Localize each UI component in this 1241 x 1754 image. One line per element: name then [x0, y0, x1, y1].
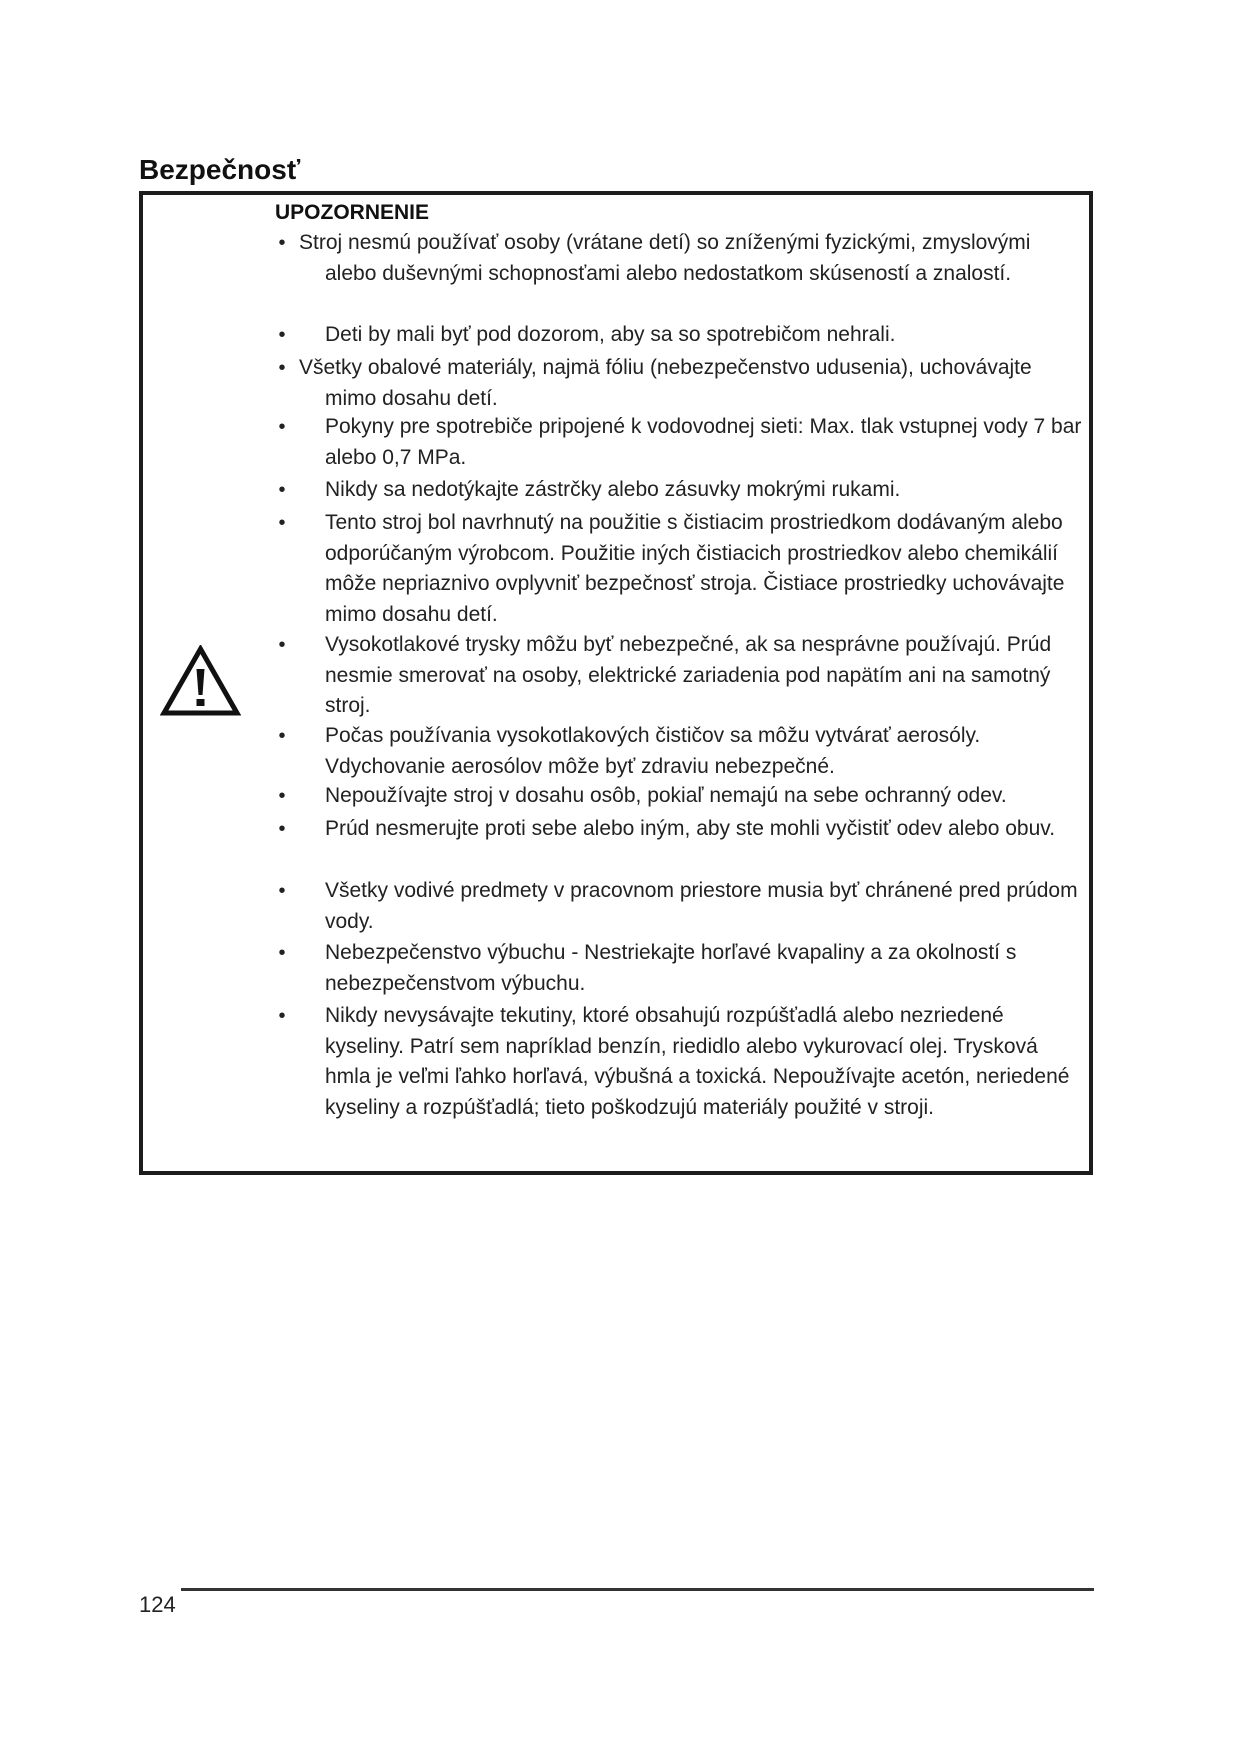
- bullet-icon: •: [278, 634, 286, 656]
- list-item: [272, 320, 1082, 351]
- list-item-text: Nepoužívajte stroj v dosahu osôb, pokiaľ nemajú na sebe ochranný odev.: [325, 784, 1007, 807]
- footer-rule: [181, 1588, 1094, 1591]
- bullet-icon: •: [278, 942, 286, 964]
- list-item-text: Všetky vodivé predmety v pracovnom priestore musia byť chránené pred prúdom vody.: [325, 879, 1078, 933]
- bullet-icon: •: [278, 232, 286, 254]
- list-item-text: Nikdy sa nedotýkajte zástrčky alebo zásuvky mokrými rukami.: [325, 478, 901, 501]
- section-title: Bezpečnosť: [139, 154, 301, 185]
- list-item: [272, 938, 1082, 999]
- list-item: [272, 353, 1082, 414]
- list-item: [272, 721, 1082, 782]
- list-item: [272, 412, 1082, 473]
- bullet-icon: •: [278, 818, 286, 840]
- list-item: [272, 1001, 1082, 1123]
- list-item-text: Prúd nesmerujte proti sebe alebo iným, aby ste mohli vyčistiť odev alebo obuv.: [325, 817, 1056, 840]
- bullet-icon: •: [278, 880, 286, 902]
- bullet-icon: •: [278, 416, 286, 438]
- list-item-text: Nebezpečenstvo výbuchu - Nestriekajte horľavé kvapaliny a za okolností s nebezpečenstvom výbuchu.: [325, 941, 1017, 995]
- list-item: [272, 814, 1082, 845]
- list-item-text: Tento stroj bol navrhnutý na použitie s čistiacim prostriedkom dodávaným alebo odporúčaným výrobcom. Použitie iných čistiacich prostriedkov alebo chemikálií môže nepriaznivo ovplyvniť bezpečnosť stroja. Čistiace prostriedky uchovávajte mimo dosahu detí.: [325, 511, 1065, 626]
- warning-triangle-icon: [160, 645, 241, 717]
- bullet-icon: •: [278, 479, 286, 501]
- list-item-text: Deti by mali byť pod dozorom, aby sa so spotrebičom nehrali.: [325, 323, 896, 346]
- bullet-icon: •: [278, 357, 286, 379]
- list-item-text: Pokyny pre spotrebiče pripojené k vodovodnej sieti: Max. tlak vstupnej vody 7 bar alebo 0,7 MPa.: [325, 415, 1082, 469]
- list-item: [272, 876, 1082, 937]
- list-item: [272, 630, 1082, 722]
- list-item-text: Počas používania vysokotlakových čističov sa môžu vytvárať aerosóly. Vdychovanie aerosólov môže byť zdraviu nebezpečné.: [325, 724, 981, 778]
- bullet-icon: •: [278, 1005, 286, 1027]
- bullet-icon: •: [278, 324, 286, 346]
- warning-heading: UPOZORNENIE: [275, 201, 430, 224]
- page-number: 124: [139, 1592, 176, 1617]
- bullet-icon: •: [278, 512, 286, 534]
- list-item: [272, 228, 1082, 289]
- list-item: [272, 475, 1082, 506]
- bullet-icon: •: [278, 785, 286, 807]
- list-item: [272, 781, 1082, 812]
- list-item-text: Všetky obalové materiály, najmä fóliu (nebezpečenstvo udusenia), uchovávajte mimo dosahu detí.: [299, 356, 1032, 410]
- list-item-text: Vysokotlakové trysky môžu byť nebezpečné, ak sa nesprávne používajú. Prúd nesmie smerovať na osoby, elektrické zariadenia pod napätím ani na samotný stroj.: [325, 633, 1052, 717]
- bullet-icon: •: [278, 725, 286, 747]
- list-item: [272, 508, 1082, 630]
- list-item-text: Nikdy nevysávajte tekutiny, ktoré obsahujú rozpúšťadlá alebo nezriedené kyseliny. Patrí sem napríklad benzín, riedidlo alebo vykurovací olej. Trysková hmla je veľmi ľahko horľavá, výbušná a toxická. Nepoužívajte acetón, neriedené kyseliny a rozpúšťadlá; tieto poškodzujú materiály použité v stroji.: [325, 1004, 1070, 1119]
- list-item-text: Stroj nesmú používať osoby (vrátane detí) so zníženými fyzickými, zmyslovými alebo duševnými schopnosťami alebo nedostatkom skúseností a znalostí.: [299, 231, 1031, 285]
